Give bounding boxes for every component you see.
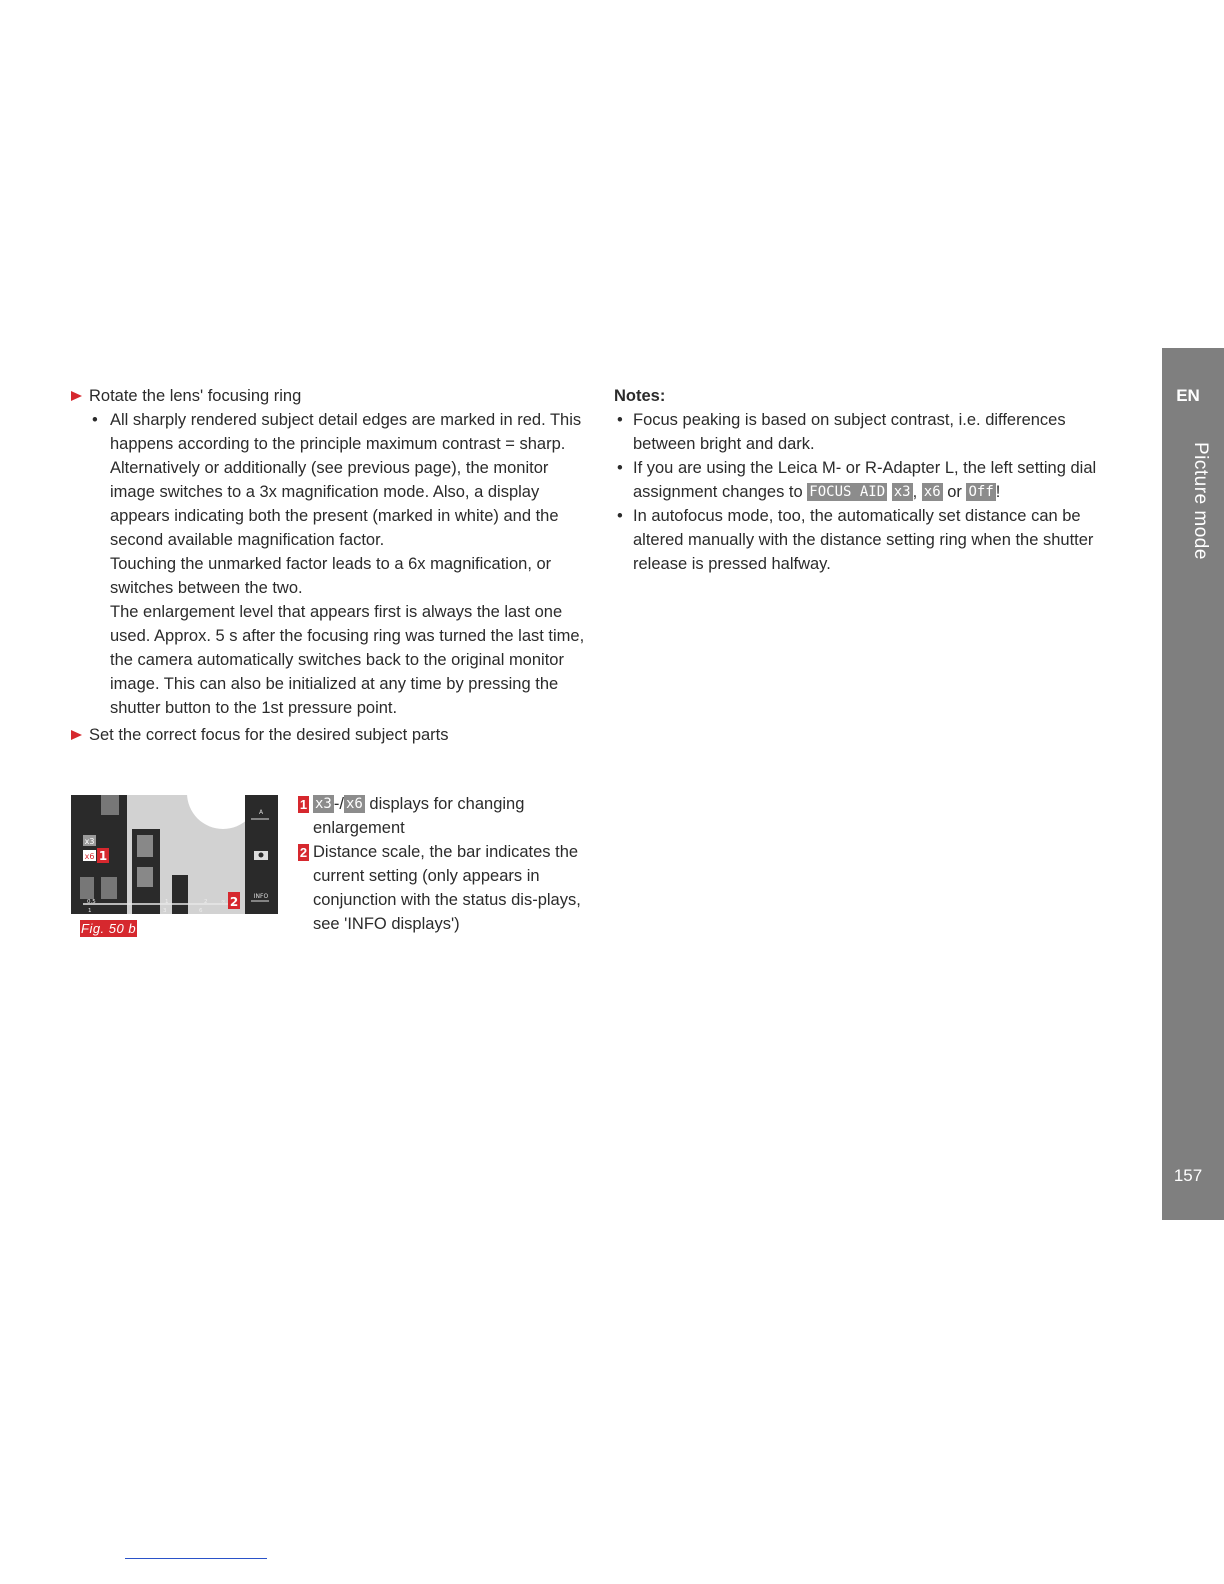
instruction-step-focus [70, 723, 590, 747]
red-arrow-icon [71, 391, 82, 401]
legend-text: Distance scale, the bar indicates the current setting (only appears in conjunction with the status dis-plays, see 'INFO displays') [313, 843, 581, 933]
bullet-icon: • [617, 459, 623, 477]
note-text: If you are using the Leica M- or R-Adapter L, the left setting dial assignment changes to [633, 459, 1097, 501]
separator: , [912, 483, 922, 501]
chapter-title: Picture mode [1190, 442, 1211, 560]
scale-bottom-label: 1 [88, 908, 92, 914]
scale-top-label: 0.5 [87, 899, 96, 905]
figure-legend [298, 792, 588, 936]
lens-dot [259, 853, 264, 858]
scale-top-label: 2 [204, 899, 208, 905]
scale-top-label: 1 [165, 899, 169, 905]
paragraph: Touching the unmarked factor leads to a 6x magnification, or switches between the two. [110, 555, 552, 597]
window [137, 867, 153, 887]
bottom-link-underline [125, 1558, 267, 1559]
menu-chip: Off [968, 484, 994, 500]
camera-monitor-figure [71, 795, 278, 914]
marker-1: 1 [98, 849, 108, 863]
bullet-icon: • [617, 411, 623, 429]
bullet-icon: • [92, 411, 98, 429]
block [101, 795, 119, 815]
legend-number: 1 [299, 797, 308, 812]
paragraph: All sharply rendered subject detail edges are marked in red. This happens according to the principle maximum contrast = sharp. Alternatively or additionally (see previous page), the monitor image switches to a 3x magnification mode. Also, a display appears indicating both the present (marked in white) and the second available magnification factor. [110, 411, 582, 549]
note-text: Focus peaking is based on subject contrast, i.e. differences between bright and dark. [633, 411, 1066, 453]
bullet-icon: • [617, 507, 623, 525]
legend-number: 2 [299, 845, 308, 860]
info-label: INFO [253, 893, 269, 900]
block [80, 877, 94, 899]
block [101, 877, 117, 899]
top-right-label: A [258, 809, 264, 816]
menu-chip: x6 [345, 796, 363, 812]
legend-item [298, 840, 588, 936]
legend-dash: -/ [333, 795, 344, 813]
block [172, 875, 188, 914]
main-instructions [70, 384, 590, 747]
note-item [614, 504, 1124, 576]
marker-2: 2 [229, 895, 239, 909]
punctuation: ! [995, 483, 1001, 501]
chapter-tab [1162, 348, 1224, 1220]
note-text: In autofocus mode, too, the automatically set distance can be altered manually with the distance setting ring when the shutter release is pressed halfway. [633, 507, 1094, 573]
page-number: 157 [1173, 1166, 1203, 1185]
legend-text: displays for changing enlargement [313, 795, 525, 837]
note-item [614, 456, 1124, 504]
menu-chip: x6 [923, 484, 941, 500]
red-arrow-icon [71, 730, 82, 740]
notes-heading: Notes: [614, 387, 666, 405]
notes-section [614, 384, 1124, 576]
note-item [614, 408, 1124, 456]
scale-top-label: ∞ [221, 899, 226, 905]
scale-bottom-label: 3 [163, 908, 167, 914]
scale-bottom-label: 6 [199, 908, 203, 914]
sub-bullet [70, 408, 590, 720]
figure-caption: Fig. 50 b [81, 921, 137, 936]
instruction-step-rotate [70, 384, 590, 408]
monitor-illustration [71, 795, 278, 914]
x6-label: x6 [84, 852, 95, 861]
step-text: Set the correct focus for the desired subject parts [89, 726, 449, 744]
language-label: EN [1176, 386, 1200, 405]
menu-chip: FOCUS AID [809, 484, 886, 500]
x3-label: x3 [84, 837, 95, 846]
window [137, 835, 153, 857]
paragraph: The enlargement level that appears first is always the last one used. Approx. 5 s after the focusing ring was turned the last time, the camera automatically switches back to the original monitor image. This can also be initialized at any time by pressing the shutter button to the 1st pressure point. [110, 603, 585, 717]
step-text: Rotate the lens' focusing ring [89, 387, 302, 405]
separator: or [942, 483, 967, 501]
menu-chip: x3 [315, 796, 332, 812]
menu-chip: x3 [893, 484, 911, 500]
legend-item [298, 792, 588, 840]
